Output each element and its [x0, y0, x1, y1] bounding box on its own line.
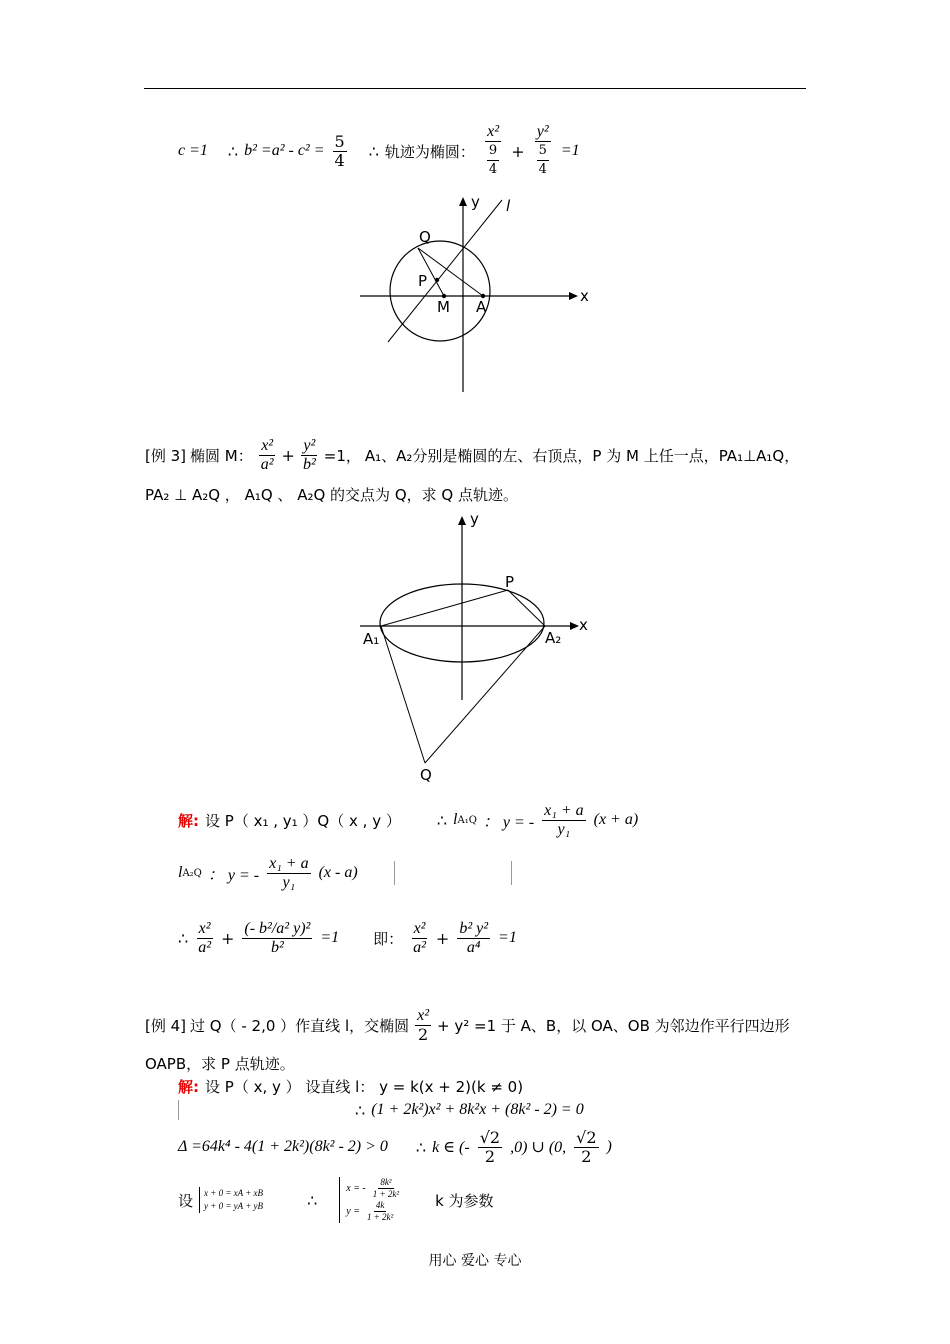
example-tag: [例 3] [145, 446, 187, 465]
faded-system-1 [394, 861, 505, 885]
label-x: x [580, 287, 589, 305]
x-axis-arrow [569, 292, 578, 300]
segment-A2Q [425, 626, 545, 763]
label-y: y [471, 193, 480, 211]
header-rule [144, 88, 806, 89]
ellipse-term-x: $\frac{\text{x²}}{\frac{9}{4}}$ [487, 123, 499, 177]
example4-line1: [例 4] 过 Q（ - 2,0 ）作直线 l，交椭圆 $\frac{\text{x²}}{2}$ + y² =1 于 A、B，以 OA、OB 为邻边作平行四边形 [145, 1006, 790, 1044]
ellipse-text: 轨迹为椭圆： [384, 142, 475, 161]
ellipse-x-term: $\frac{\text{x²}}{\text{a²}}$ [260, 436, 274, 473]
solution4-line3: Δ =64k⁴ - 4(1 + 2k²)(8k² - 2) > 0 ∴ k ∈ (- $\frac{√2}{2}$ ,0) ∪ (0, $\frac{√2}{2}$ ) [178, 1127, 612, 1166]
diagram-ellipse [345, 510, 605, 785]
label-P: P [418, 272, 428, 290]
solution3-line3: ∴ $\frac{\text{x²}}{\text{a²}}$ + $\frac{\text{(- b²/a² y)²}}{\text{b²}}$ =1 即： $\frac{\text{x²}}{\text{a²}}$ + $\frac{\text{b² y²}}{\text{a⁴}}$ =1 [178, 919, 517, 956]
label-Q: Q [420, 766, 432, 784]
example-tag: [例 4] [145, 1016, 187, 1035]
therefore-symbol: ∴ [227, 141, 239, 161]
faded-system-3 [178, 1100, 309, 1120]
solution4-line1: 解: 设 P（ x, y ） 设直线 l： y = k(x + 2)(k ≠ 0) [178, 1078, 524, 1096]
faded-system-2 [511, 861, 607, 885]
solution-label: 解: [178, 811, 199, 830]
point-P [435, 278, 439, 282]
therefore-symbol: ∴ [368, 141, 379, 161]
y-axis-arrow [458, 516, 466, 525]
x-axis-arrow [570, 622, 579, 630]
diagram-circle [340, 192, 600, 397]
solution4-line4: 设 x + 0 = xA + xB y + 0 = yA + yB ∴ x = - $\frac{\text{8k²}}{\text{1 + 2k²}}$ y = $\frac{4k}{\text{1 + 2k²}}$ k 为参数 [178, 1177, 494, 1222]
label-A2: A₂ [545, 629, 562, 647]
example3-line2: PA₂ ⊥ A₂Q ， A₁Q 、 A₂Q 的交点为 Q，求 Q 点轨迹。 [145, 486, 518, 504]
segment-QA [418, 248, 483, 296]
segment-A1Q [381, 626, 425, 763]
example4-line2: OAPB，求 P 点轨迹。 [145, 1055, 295, 1073]
page-footer: 用心 爱心 专心 [428, 1253, 522, 1269]
circle [390, 241, 490, 341]
fraction-5-4: $\frac{5}{4}$ [334, 131, 345, 170]
label-l: l [506, 197, 511, 215]
c-eq: c =1 [178, 142, 208, 159]
label-x: x [579, 616, 588, 634]
solution3-line2: l A₂Q ： y = - $\frac{\text{x₁ + a}}{\text{y₁}}$ (x - a) [178, 848, 607, 898]
system-right: x = - $\frac{\text{8k²}}{\text{1 + 2k²}}$ y = $\frac{4k}{\text{1 + 2k²}}$ [339, 1177, 403, 1223]
segment-A1P [381, 590, 508, 626]
label-A1: A₁ [363, 630, 380, 648]
y-axis-arrow [459, 197, 467, 206]
b2-eq: b² =a² - c² = [244, 142, 325, 159]
ellipse-term-y: $\frac{\text{y²}}{\frac{5}{4}}$ [536, 123, 549, 177]
segment-PA2 [508, 590, 545, 626]
example3-line1: [例 3] 椭圆 M： $\frac{\text{x²}}{\text{a²}}$ + $\frac{\text{y²}}{\text{b²}}$ =1， A₁、A₂分别是椭圆的左、右顶点，P 为 M 上任一点，PA₁⊥A₁Q， [145, 436, 800, 473]
label-y: y [470, 510, 479, 528]
line-l [388, 200, 502, 342]
label-A: A [476, 298, 487, 316]
solution3-line1: 解: 设 P（ x₁ , y₁ ）Q（ x , y ） ∴ l A₁Q ： y = - $\frac{\text{x₁ + a}}{\text{y₁}}$ (x + a) [178, 801, 639, 838]
label-Q: Q [419, 228, 431, 246]
ellipse-y-term: $\frac{\text{y²}}{\text{b²}}$ [302, 436, 316, 473]
system-left: x + 0 = xA + xB y + 0 = yA + yB [199, 1187, 263, 1213]
label-M: M [437, 298, 450, 316]
solution-label: 解: [178, 1078, 199, 1096]
label-P: P [505, 573, 515, 591]
line1: c =1 ∴ b² =a² - c² = $\frac{5}{4}$ ∴ 轨迹为椭圆： $\frac{\text{x²}}{\frac{9}{4}}$ + $\frac{\text{y²}}{\frac{5}{4}}$ =1 [178, 123, 580, 177]
solution4-line2: ∴ (1 + 2k²)x² + 8k²x + (8k² - 2) = 0 [178, 1100, 584, 1120]
